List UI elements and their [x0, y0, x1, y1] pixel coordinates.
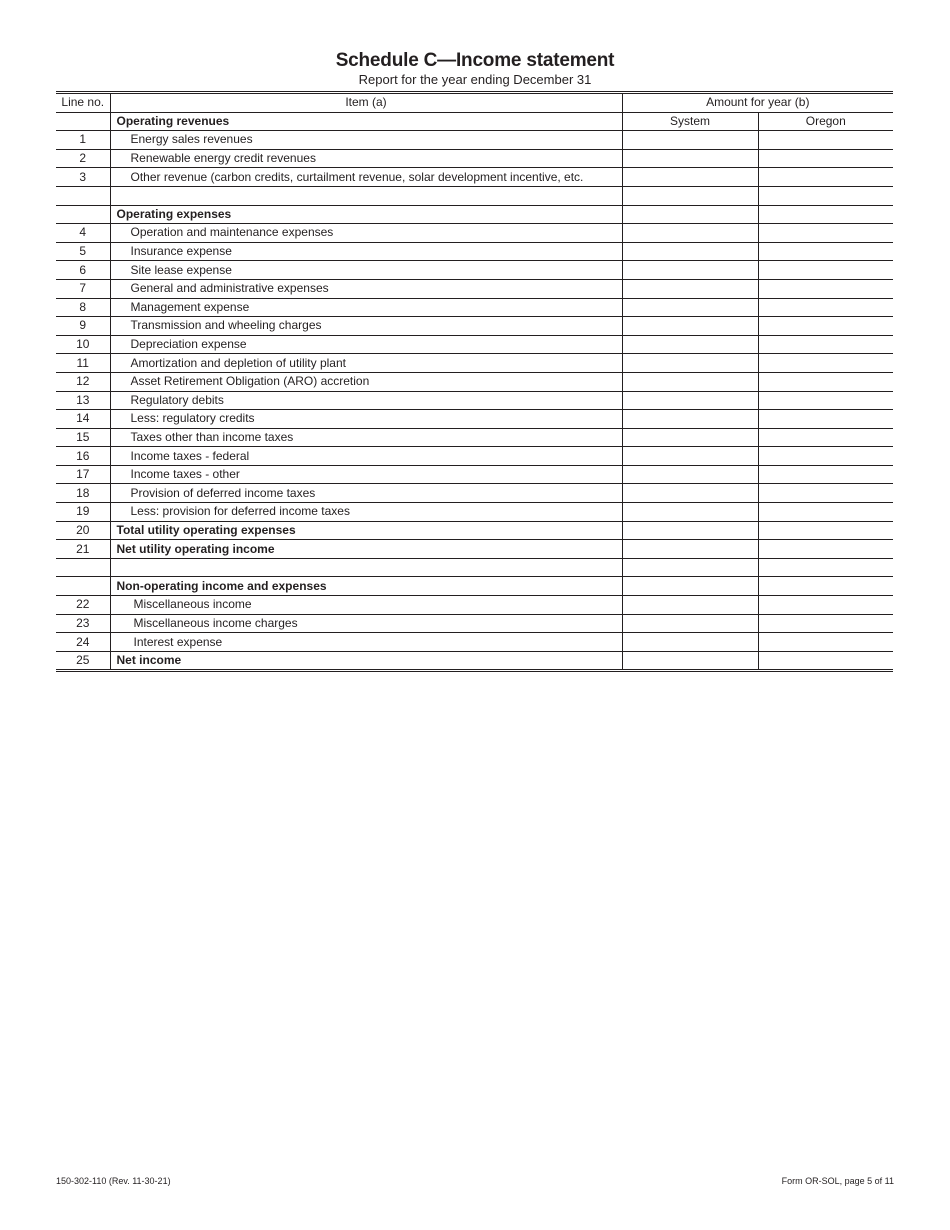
table-row: [56, 149, 893, 168]
line-number: 13: [56, 391, 110, 410]
line-item-label: Miscellaneous income charges: [110, 614, 622, 633]
system-amount-cell[interactable]: [622, 614, 758, 633]
table-row: [56, 242, 893, 261]
line-number: 3: [56, 168, 110, 187]
oregon-amount-cell[interactable]: [758, 651, 893, 671]
section-non-operating: Non-operating income and expenses: [110, 577, 622, 596]
oregon-amount-cell[interactable]: [758, 540, 893, 559]
system-amount-cell[interactable]: [622, 391, 758, 410]
system-amount-cell[interactable]: [622, 503, 758, 522]
system-amount-cell[interactable]: [622, 335, 758, 354]
line-number: 12: [56, 372, 110, 391]
table-row: [56, 372, 893, 391]
oregon-amount-cell[interactable]: [758, 428, 893, 447]
line-number: 24: [56, 633, 110, 652]
table-row: [56, 335, 893, 354]
line-number: 23: [56, 614, 110, 633]
oregon-amount-cell[interactable]: [758, 279, 893, 298]
table-row: [56, 279, 893, 298]
section-row: [56, 577, 893, 596]
table-row: [56, 354, 893, 373]
line-number: 1: [56, 131, 110, 150]
line-number: 5: [56, 242, 110, 261]
oregon-amount-cell[interactable]: [758, 503, 893, 522]
system-amount-cell[interactable]: [622, 372, 758, 391]
oregon-header: Oregon: [758, 112, 893, 131]
system-header: System: [622, 112, 758, 131]
oregon-amount-cell[interactable]: [758, 335, 893, 354]
line-number: 16: [56, 447, 110, 466]
oregon-amount-cell[interactable]: [758, 447, 893, 466]
line-item-label: Operation and maintenance expenses: [110, 224, 622, 243]
line-item-label: Income taxes - federal: [110, 447, 622, 466]
system-amount-cell[interactable]: [622, 317, 758, 336]
system-amount-cell[interactable]: [622, 428, 758, 447]
table-row: [56, 633, 893, 652]
line-item-label: Site lease expense: [110, 261, 622, 280]
system-amount-cell[interactable]: [622, 633, 758, 652]
line-number: 6: [56, 261, 110, 280]
page-subtitle: Report for the year ending December 31: [358, 72, 592, 87]
system-amount-cell[interactable]: [622, 484, 758, 503]
line-number: 8: [56, 298, 110, 317]
line-number: 15: [56, 428, 110, 447]
oregon-amount-cell[interactable]: [758, 242, 893, 261]
system-amount-cell[interactable]: [622, 242, 758, 261]
table-row: [56, 540, 893, 559]
line-number: 25: [56, 651, 110, 671]
line-number: 10: [56, 335, 110, 354]
system-amount-cell[interactable]: [622, 149, 758, 168]
income-statement-table: [56, 91, 893, 672]
system-amount-cell[interactable]: [622, 651, 758, 671]
system-amount-cell[interactable]: [622, 168, 758, 187]
system-amount-cell[interactable]: [622, 596, 758, 615]
line-no-header: Line no.: [56, 93, 110, 113]
section-operating-expenses: Operating expenses: [110, 205, 622, 224]
oregon-amount-cell[interactable]: [758, 354, 893, 373]
system-amount-cell[interactable]: [622, 540, 758, 559]
item-header: Item (a): [110, 93, 622, 113]
line-number: 4: [56, 224, 110, 243]
line-item-label: Insurance expense: [110, 242, 622, 261]
line-item-label: Taxes other than income taxes: [110, 428, 622, 447]
oregon-amount-cell[interactable]: [758, 372, 893, 391]
table-row: [56, 651, 893, 671]
amount-header: Amount for year (b): [622, 93, 893, 113]
oregon-amount-cell[interactable]: [758, 465, 893, 484]
line-number: 11: [56, 354, 110, 373]
table-row: [56, 224, 893, 243]
blank-row: [56, 558, 893, 577]
line-item-label: Net income: [110, 651, 622, 671]
system-amount-cell[interactable]: [622, 521, 758, 540]
line-item-label: Other revenue (carbon credits, curtailment revenue, solar development incentive, etc.: [110, 168, 622, 187]
oregon-amount-cell[interactable]: [758, 521, 893, 540]
line-item-label: Transmission and wheeling charges: [110, 317, 622, 336]
line-number: 22: [56, 596, 110, 615]
system-amount-cell[interactable]: [622, 131, 758, 150]
line-number: 17: [56, 465, 110, 484]
table-row: [56, 261, 893, 280]
form-number: 150-302-110 (Rev. 11-30-21): [56, 1176, 171, 1186]
line-item-label: Provision of deferred income taxes: [110, 484, 622, 503]
system-amount-cell[interactable]: [622, 447, 758, 466]
section-row: [56, 112, 893, 131]
line-number: 20: [56, 521, 110, 540]
page-info: Form OR-SOL, page 5 of 11: [781, 1176, 894, 1186]
table-row: [56, 298, 893, 317]
line-number: 2: [56, 149, 110, 168]
page-title: Schedule C—Income statement: [335, 50, 615, 71]
system-amount-cell[interactable]: [622, 410, 758, 429]
table-row: [56, 614, 893, 633]
oregon-amount-cell[interactable]: [758, 261, 893, 280]
header-row: [56, 93, 893, 113]
section-operating-revenues: Operating revenues: [110, 112, 622, 131]
oregon-amount-cell[interactable]: [758, 391, 893, 410]
table-row: [56, 168, 893, 187]
line-item-label: Less: provision for deferred income taxes: [110, 503, 622, 522]
oregon-amount-cell[interactable]: [758, 298, 893, 317]
system-amount-cell[interactable]: [622, 354, 758, 373]
line-item-label: Depreciation expense: [110, 335, 622, 354]
line-item-label: Energy sales revenues: [110, 131, 622, 150]
line-item-label: Net utility operating income: [110, 540, 622, 559]
oregon-amount-cell[interactable]: [758, 224, 893, 243]
oregon-amount-cell[interactable]: [758, 410, 893, 429]
system-amount-cell[interactable]: [622, 279, 758, 298]
oregon-amount-cell[interactable]: [758, 614, 893, 633]
line-item-label: Less: regulatory credits: [110, 410, 622, 429]
line-number: 14: [56, 410, 110, 429]
line-item-label: General and administrative expenses: [110, 279, 622, 298]
section-row: [56, 205, 893, 224]
line-item-label: Regulatory debits: [110, 391, 622, 410]
table-row: [56, 391, 893, 410]
system-amount-cell[interactable]: [622, 261, 758, 280]
line-number: 21: [56, 540, 110, 559]
oregon-amount-cell[interactable]: [758, 596, 893, 615]
table-row: [56, 596, 893, 615]
line-item-label: Management expense: [110, 298, 622, 317]
table-row: [56, 521, 893, 540]
oregon-amount-cell[interactable]: [758, 317, 893, 336]
line-number: 9: [56, 317, 110, 336]
line-item-label: Total utility operating expenses: [110, 521, 622, 540]
oregon-amount-cell[interactable]: [758, 149, 893, 168]
line-item-label: Miscellaneous income: [110, 596, 622, 615]
line-item-label: Renewable energy credit revenues: [110, 149, 622, 168]
table-row: [56, 503, 893, 522]
table-row: [56, 484, 893, 503]
oregon-amount-cell[interactable]: [758, 168, 893, 187]
line-item-label: Amortization and depletion of utility plant: [110, 354, 622, 373]
table-row: [56, 447, 893, 466]
table-row: [56, 410, 893, 429]
table-row: [56, 428, 893, 447]
table-row: [56, 131, 893, 150]
oregon-amount-cell[interactable]: [758, 484, 893, 503]
blank-row: [56, 186, 893, 205]
oregon-amount-cell[interactable]: [758, 633, 893, 652]
system-amount-cell[interactable]: [622, 298, 758, 317]
line-number: 7: [56, 279, 110, 298]
line-item-label: Income taxes - other: [110, 465, 622, 484]
line-item-label: Asset Retirement Obligation (ARO) accretion: [110, 372, 622, 391]
oregon-amount-cell[interactable]: [758, 131, 893, 150]
table-row: [56, 317, 893, 336]
line-item-label: Interest expense: [110, 633, 622, 652]
line-number: 18: [56, 484, 110, 503]
system-amount-cell[interactable]: [622, 465, 758, 484]
line-number: 19: [56, 503, 110, 522]
system-amount-cell[interactable]: [622, 224, 758, 243]
table-row: [56, 465, 893, 484]
